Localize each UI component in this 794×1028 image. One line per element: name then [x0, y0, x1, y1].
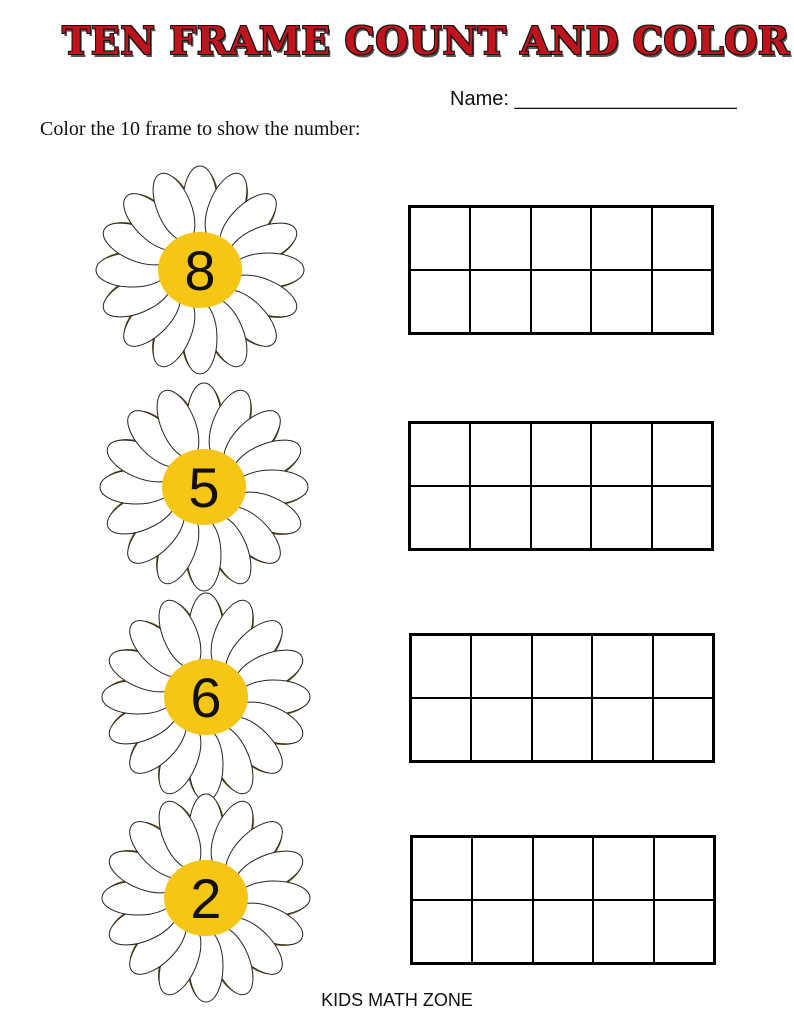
- ten-frame-cell[interactable]: [470, 423, 530, 486]
- daisy-flower-2: [84, 382, 324, 592]
- ten-frame-cell[interactable]: [652, 207, 712, 270]
- daisy-flower-4: [86, 793, 326, 1003]
- ten-frame-cell[interactable]: [531, 270, 591, 333]
- flower-number-4: 2: [190, 866, 222, 930]
- ten-frame-cell[interactable]: [653, 698, 713, 761]
- ten-frame-3[interactable]: [409, 633, 715, 763]
- worksheet-title: TEN FRAME COUNT AND COLOR: [62, 18, 790, 63]
- ten-frame-cell[interactable]: [593, 837, 653, 900]
- ten-frame-cell[interactable]: [591, 207, 651, 270]
- ten-frame-cell[interactable]: [470, 207, 530, 270]
- ten-frame-cell[interactable]: [410, 207, 470, 270]
- ten-frame-cell[interactable]: [471, 635, 531, 698]
- ten-frame-cell[interactable]: [470, 486, 530, 549]
- ten-frame-cell[interactable]: [592, 635, 652, 698]
- ten-frame-cell[interactable]: [472, 900, 532, 963]
- ten-frame-cell[interactable]: [471, 698, 531, 761]
- ten-frame-cell[interactable]: [411, 698, 471, 761]
- flower-number-2: 5: [188, 455, 220, 519]
- ten-frame-cell[interactable]: [654, 837, 714, 900]
- footer-brand: KIDS MATH ZONE: [321, 990, 473, 1010]
- ten-frame-cell[interactable]: [653, 635, 713, 698]
- ten-frame-cell[interactable]: [412, 837, 472, 900]
- ten-frame-cell[interactable]: [652, 270, 712, 333]
- ten-frame-4[interactable]: [410, 835, 716, 965]
- ten-frame-cell[interactable]: [591, 270, 651, 333]
- daisy-flower-3: [86, 592, 326, 802]
- ten-frame-cell[interactable]: [531, 207, 591, 270]
- ten-frame-cell[interactable]: [531, 423, 591, 486]
- ten-frame-cell[interactable]: [652, 423, 712, 486]
- name-field[interactable]: Name: ____________________: [450, 88, 737, 110]
- ten-frame-cell[interactable]: [532, 635, 592, 698]
- flower-number-1: 8: [184, 238, 216, 302]
- ten-frame-cell[interactable]: [592, 698, 652, 761]
- ten-frame-cell[interactable]: [470, 270, 530, 333]
- ten-frame-cell[interactable]: [412, 900, 472, 963]
- ten-frame-cell[interactable]: [591, 486, 651, 549]
- ten-frame-cell[interactable]: [472, 837, 532, 900]
- ten-frame-cell[interactable]: [533, 900, 593, 963]
- ten-frame-cell[interactable]: [591, 423, 651, 486]
- ten-frame-cell[interactable]: [411, 635, 471, 698]
- instruction-text: Color the 10 frame to show the number:: [40, 118, 361, 140]
- ten-frame-cell[interactable]: [531, 486, 591, 549]
- ten-frame-cell[interactable]: [654, 900, 714, 963]
- ten-frame-1[interactable]: [408, 205, 714, 335]
- ten-frame-cell[interactable]: [593, 900, 653, 963]
- ten-frame-cell[interactable]: [410, 423, 470, 486]
- ten-frame-cell[interactable]: [410, 486, 470, 549]
- daisy-flower-1: [80, 165, 320, 375]
- flower-number-3: 6: [190, 665, 222, 729]
- ten-frame-cell[interactable]: [532, 698, 592, 761]
- ten-frame-2[interactable]: [408, 421, 714, 551]
- ten-frame-cell[interactable]: [533, 837, 593, 900]
- ten-frame-cell[interactable]: [410, 270, 470, 333]
- ten-frame-cell[interactable]: [652, 486, 712, 549]
